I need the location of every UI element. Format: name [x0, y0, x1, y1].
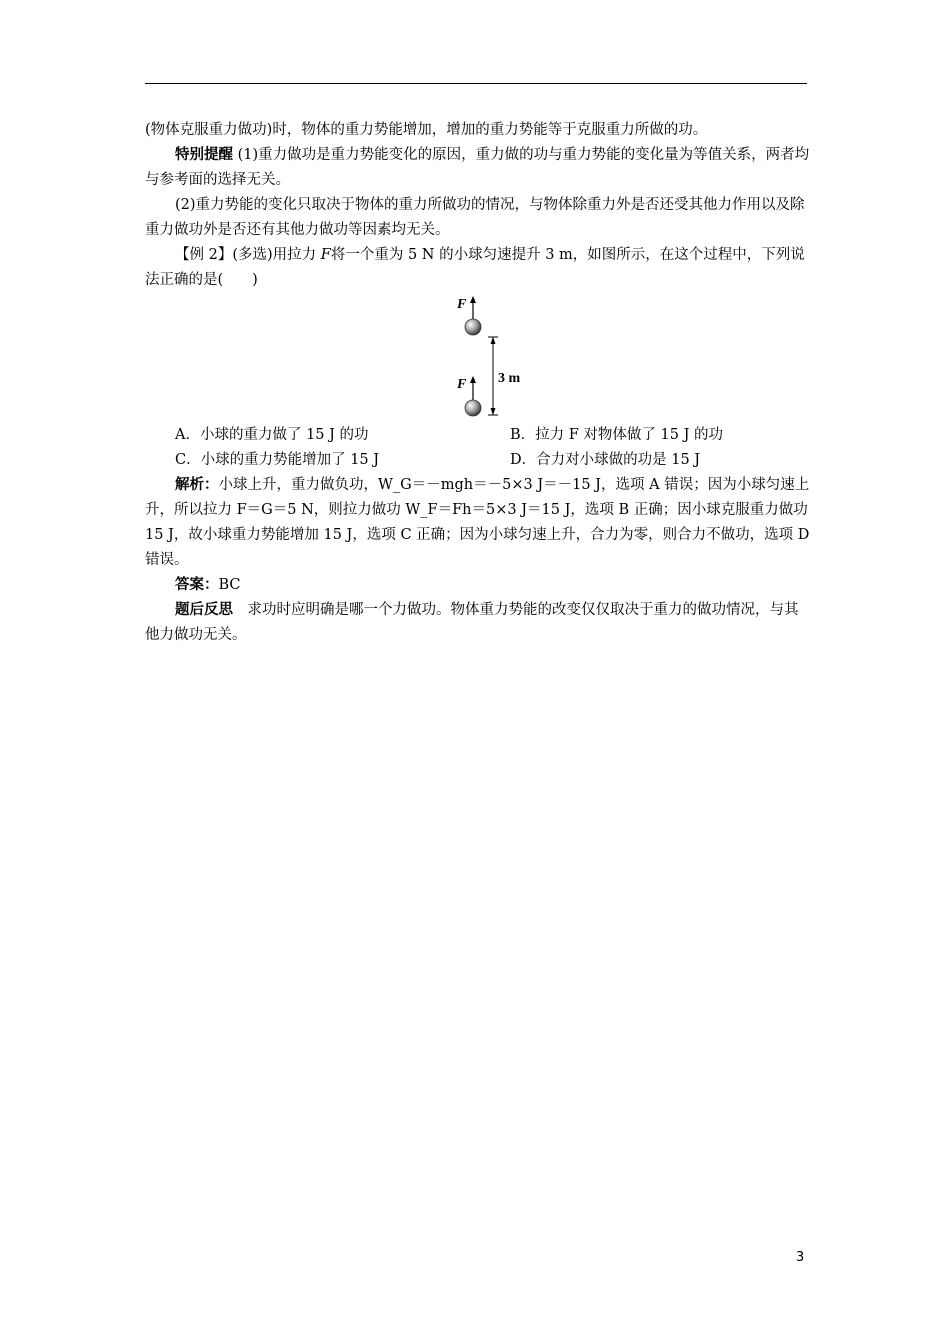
option-b: B．拉力 F 对物体做了 15 J 的功	[510, 427, 724, 443]
analysis-label: 解析：	[175, 477, 219, 493]
analysis-paragraph	[145, 473, 810, 573]
tip-paragraph-1	[145, 143, 810, 193]
analysis-text: 小球上升，重力做负功，W_G＝－mgh＝－5×3 J＝－15 J，选项 A 错误；因为小球匀速上升，所以拉力 F＝G＝5 N，则拉力做功 W_F＝Fh＝5×3 J＝15 J，选项 B 正确；因小球克服重力做功 15 J，故小球重力势能增加 15 J，选项 C 正确；因为小球匀速上升，合力为零，则合力不做功，选项 D 错误。	[145, 477, 810, 568]
question-part-b: 将一个重为 5 N 的小球匀速提升 3 m，如图所示，在这个过程中，下列说法正确的是( )	[145, 247, 805, 288]
tip-paragraph-2: (2)重力势能的变化只取决于物体的重力所做功的情况，与物体除重力外是否还受其他力作用以及除重力做功外是否还有其他力做功等因素均无关。	[145, 197, 805, 238]
reflection-text: 求功时应明确是哪一个力做功。物体重力势能的改变仅仅取决于重力的做功情况，与其他力做功无关。	[145, 602, 799, 643]
figure	[145, 293, 810, 423]
reflection-paragraph	[145, 598, 810, 648]
bottom-arrow-head	[470, 376, 476, 383]
option-a: A．小球的重力做了 15 J 的功	[175, 427, 369, 443]
header-rule	[145, 83, 807, 84]
answer-value: BC	[218, 577, 241, 593]
top-force-label: F	[457, 297, 467, 312]
ball-lift-diagram	[455, 293, 535, 423]
question-part-a: (多选)用拉力	[232, 247, 321, 263]
example-tag: 【例 2】	[175, 247, 233, 263]
bottom-ball	[465, 400, 481, 416]
example-question	[145, 243, 810, 293]
options	[145, 423, 810, 473]
answer-paragraph	[145, 573, 810, 598]
question-force-symbol: F	[320, 247, 331, 263]
tip-text-1: (1)重力做功是重力势能变化的原因，重力做的功与重力势能的变化量为等值关系，两者均与参考面的选择无关。	[145, 147, 810, 188]
paragraph-1: (物体克服重力做功)时，物体的重力势能增加，增加的重力势能等于克服重力所做的功。	[145, 122, 708, 138]
option-c: C．小球的重力势能增加了 15 J	[175, 452, 380, 468]
top-arrow-head	[470, 296, 476, 303]
answer-label: 答案：	[175, 577, 219, 593]
reflection-label: 题后反思	[175, 602, 233, 618]
option-d: D．合力对小球做的功是 15 J	[510, 452, 701, 468]
page-content	[145, 118, 810, 648]
height-label: 3 m	[498, 371, 521, 386]
top-ball	[465, 319, 481, 335]
page-number: 3	[796, 1250, 805, 1265]
bottom-force-label: F	[457, 377, 467, 392]
tip-label: 特别提醒	[175, 147, 233, 163]
